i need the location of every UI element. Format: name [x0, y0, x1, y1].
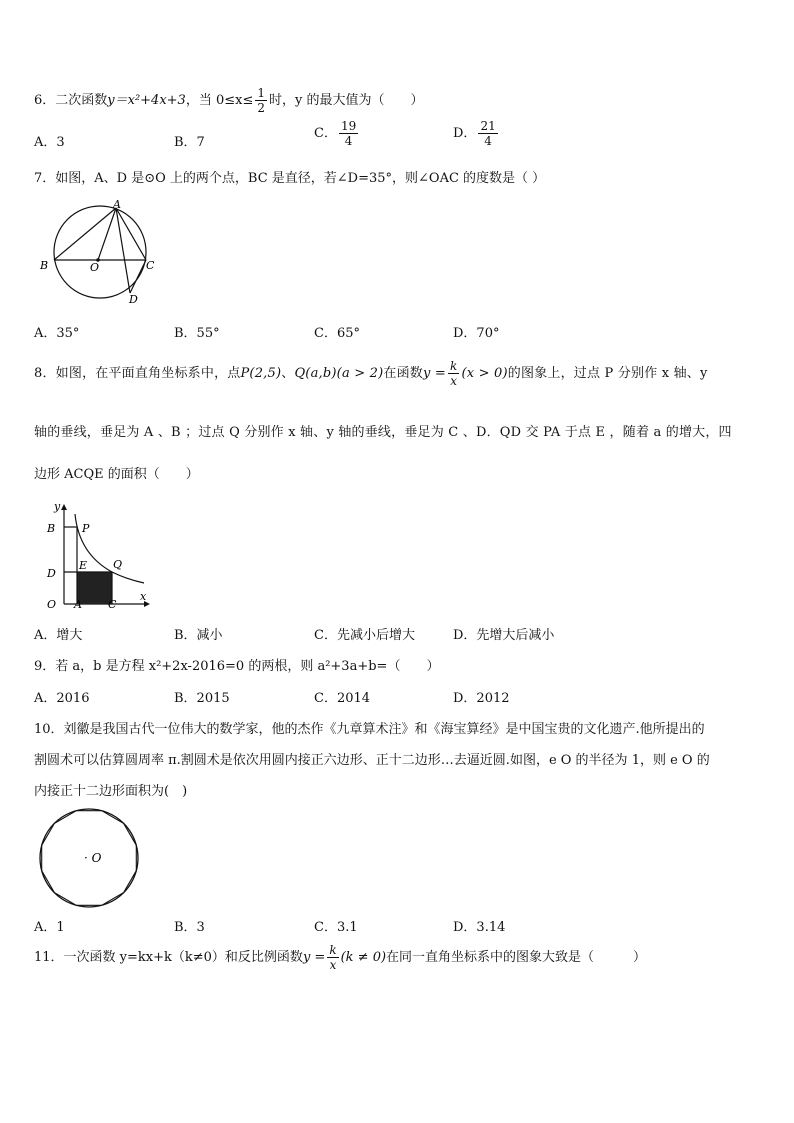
q8-cond: (a > 2)	[336, 366, 384, 381]
q8-label-c: C	[108, 598, 117, 611]
q6-option-a[interactable]: A．3	[34, 135, 65, 150]
q9-option-b[interactable]: B．2015	[174, 691, 230, 706]
q6-before: 6．二次函数	[34, 93, 108, 108]
q10-option-b[interactable]: B．3	[174, 920, 205, 935]
q6-option-d[interactable]	[453, 120, 500, 147]
q8-option-a[interactable]: A．增大	[34, 628, 83, 643]
q7-option-d[interactable]: D．70°	[453, 326, 500, 341]
q11-func-lhs: y =	[302, 950, 326, 965]
q8-line1-b: 在函数	[383, 366, 424, 381]
q6-option-c-num: 19	[340, 119, 357, 133]
q8-option-b[interactable]: B．减小	[174, 628, 223, 643]
q6-option-c[interactable]	[314, 120, 360, 147]
q11-func-den: x	[329, 958, 337, 972]
q10-option-a[interactable]: A．1	[34, 920, 65, 935]
q8-label-d: D	[47, 567, 56, 580]
q10-line2: 割圆术可以估算圆周率 π.割圆术是依次用圆内接正六边形、正十二边形…去逼近圆.如图，e O 的半径为 1，则 e O 的	[34, 753, 710, 768]
q8-line2: 轴的垂线，垂足为 A 、B ；过点 Q 分别作 x 轴、y 轴的垂线，垂足为 C 、D．QD 交 PA 于点 E ，随着 a 的增大，四	[34, 425, 732, 440]
q11-func-cond: (k ≠ 0)	[340, 950, 387, 965]
q7-circle	[54, 206, 146, 298]
q8-label-q: Q	[113, 558, 123, 571]
q9-stem: 9．若 a，b 是方程 x²+2x-2016=0 的两根，则 a²+3a+b=（ ）	[34, 659, 440, 674]
q10-dodecagon-figure	[34, 806, 144, 910]
q8-y-arrow	[61, 504, 67, 510]
q8-func-den: x	[450, 374, 458, 388]
q11-stem	[34, 944, 646, 971]
q8-label-o: O	[47, 598, 57, 611]
q10-label-o: · O	[84, 851, 102, 865]
q6-option-d-label: D．	[453, 126, 477, 141]
q8-label-p: P	[82, 522, 90, 535]
q7-label-b: B	[40, 259, 49, 272]
q8-shaded-acqe	[77, 572, 112, 604]
q7-label-a: A	[113, 198, 121, 211]
q11-func-num: k	[329, 943, 337, 957]
q7-chord-dc	[130, 260, 146, 293]
q6-option-d-den: 4	[484, 134, 492, 148]
q10-option-c[interactable]: C．3.1	[314, 920, 358, 935]
q6-option-d-num: 21	[480, 119, 496, 133]
q10-line3: 内接正十二边形面积为( )	[34, 784, 188, 799]
q8-func-cond: (x > 0)	[461, 366, 508, 381]
q8-line1	[34, 360, 708, 387]
q6-option-c-label: C．	[314, 126, 337, 141]
q8-option-d[interactable]: D．先增大后减小	[453, 628, 555, 643]
q6-frac-den: 2	[257, 101, 265, 115]
q8-label-y: y	[54, 500, 61, 513]
q7-option-a[interactable]: A．35°	[34, 326, 80, 341]
q9-option-a[interactable]: A．2016	[34, 691, 90, 706]
q10-line1: 10．刘徽是我国古代一位伟大的数学家，他的杰作《九章算术注》和《海宝算经》是中国宝贵的文化遗产.他所提出的	[34, 722, 705, 737]
q9-option-d[interactable]: D．2012	[453, 691, 510, 706]
q8-line3: 边形 ACQE 的面积（ ）	[34, 467, 199, 482]
q8-label-b: B	[47, 522, 56, 535]
q6-frac-num: 1	[257, 86, 265, 100]
q11-after: 在同一直角坐标系中的图象大致是（ ）	[386, 950, 647, 965]
q6-function: y＝x²+4x+3	[107, 93, 186, 108]
q7-label-o: O	[90, 261, 100, 274]
q10-option-d[interactable]: D．3.14	[453, 920, 506, 935]
q8-point-p: P(2,5)	[240, 366, 282, 381]
q7-option-b[interactable]: B．55°	[174, 326, 220, 341]
q7-stem: 7．如图，A、D 是⊙O 上的两个点，BC 是直径，若∠D=35°，则∠OAC 的度数是（ ）	[34, 171, 546, 186]
q7-label-d: D	[129, 293, 138, 306]
q6-fraction	[255, 87, 267, 114]
q6-option-c-den: 4	[344, 134, 353, 148]
q9-option-c[interactable]: C．2014	[314, 691, 371, 706]
q8-line1-c: 的图象上，过点 P 分别作 x 轴、y	[507, 366, 708, 381]
q7-option-c[interactable]: C．65°	[314, 326, 360, 341]
q8-label-e: E	[79, 559, 88, 572]
q8-option-c[interactable]: C．先减小后增大	[314, 628, 415, 643]
q7-label-c: C	[146, 259, 155, 272]
q6-mid: ，当 0≤x≤	[185, 93, 254, 108]
q8-func-num: k	[450, 359, 458, 373]
q8-sep: 、	[281, 366, 295, 381]
q7-circle-figure	[34, 196, 164, 306]
q8-coordinate-figure	[34, 496, 159, 614]
q8-label-a: A	[74, 598, 82, 611]
q8-label-x: x	[140, 590, 147, 603]
q11-before: 11．一次函数 y=kx+k（k≠0）和反比例函数	[34, 950, 303, 965]
q8-func-lhs: y =	[423, 366, 446, 381]
q6-stem	[34, 87, 423, 114]
q6-option-b[interactable]: B．7	[174, 135, 205, 150]
q8-line1-a: 8．如图，在平面直角坐标系中，点	[34, 366, 241, 381]
q6-after: 时，y 的最大值为（ ）	[269, 93, 424, 108]
q8-point-q: Q(a,b)	[294, 366, 337, 381]
